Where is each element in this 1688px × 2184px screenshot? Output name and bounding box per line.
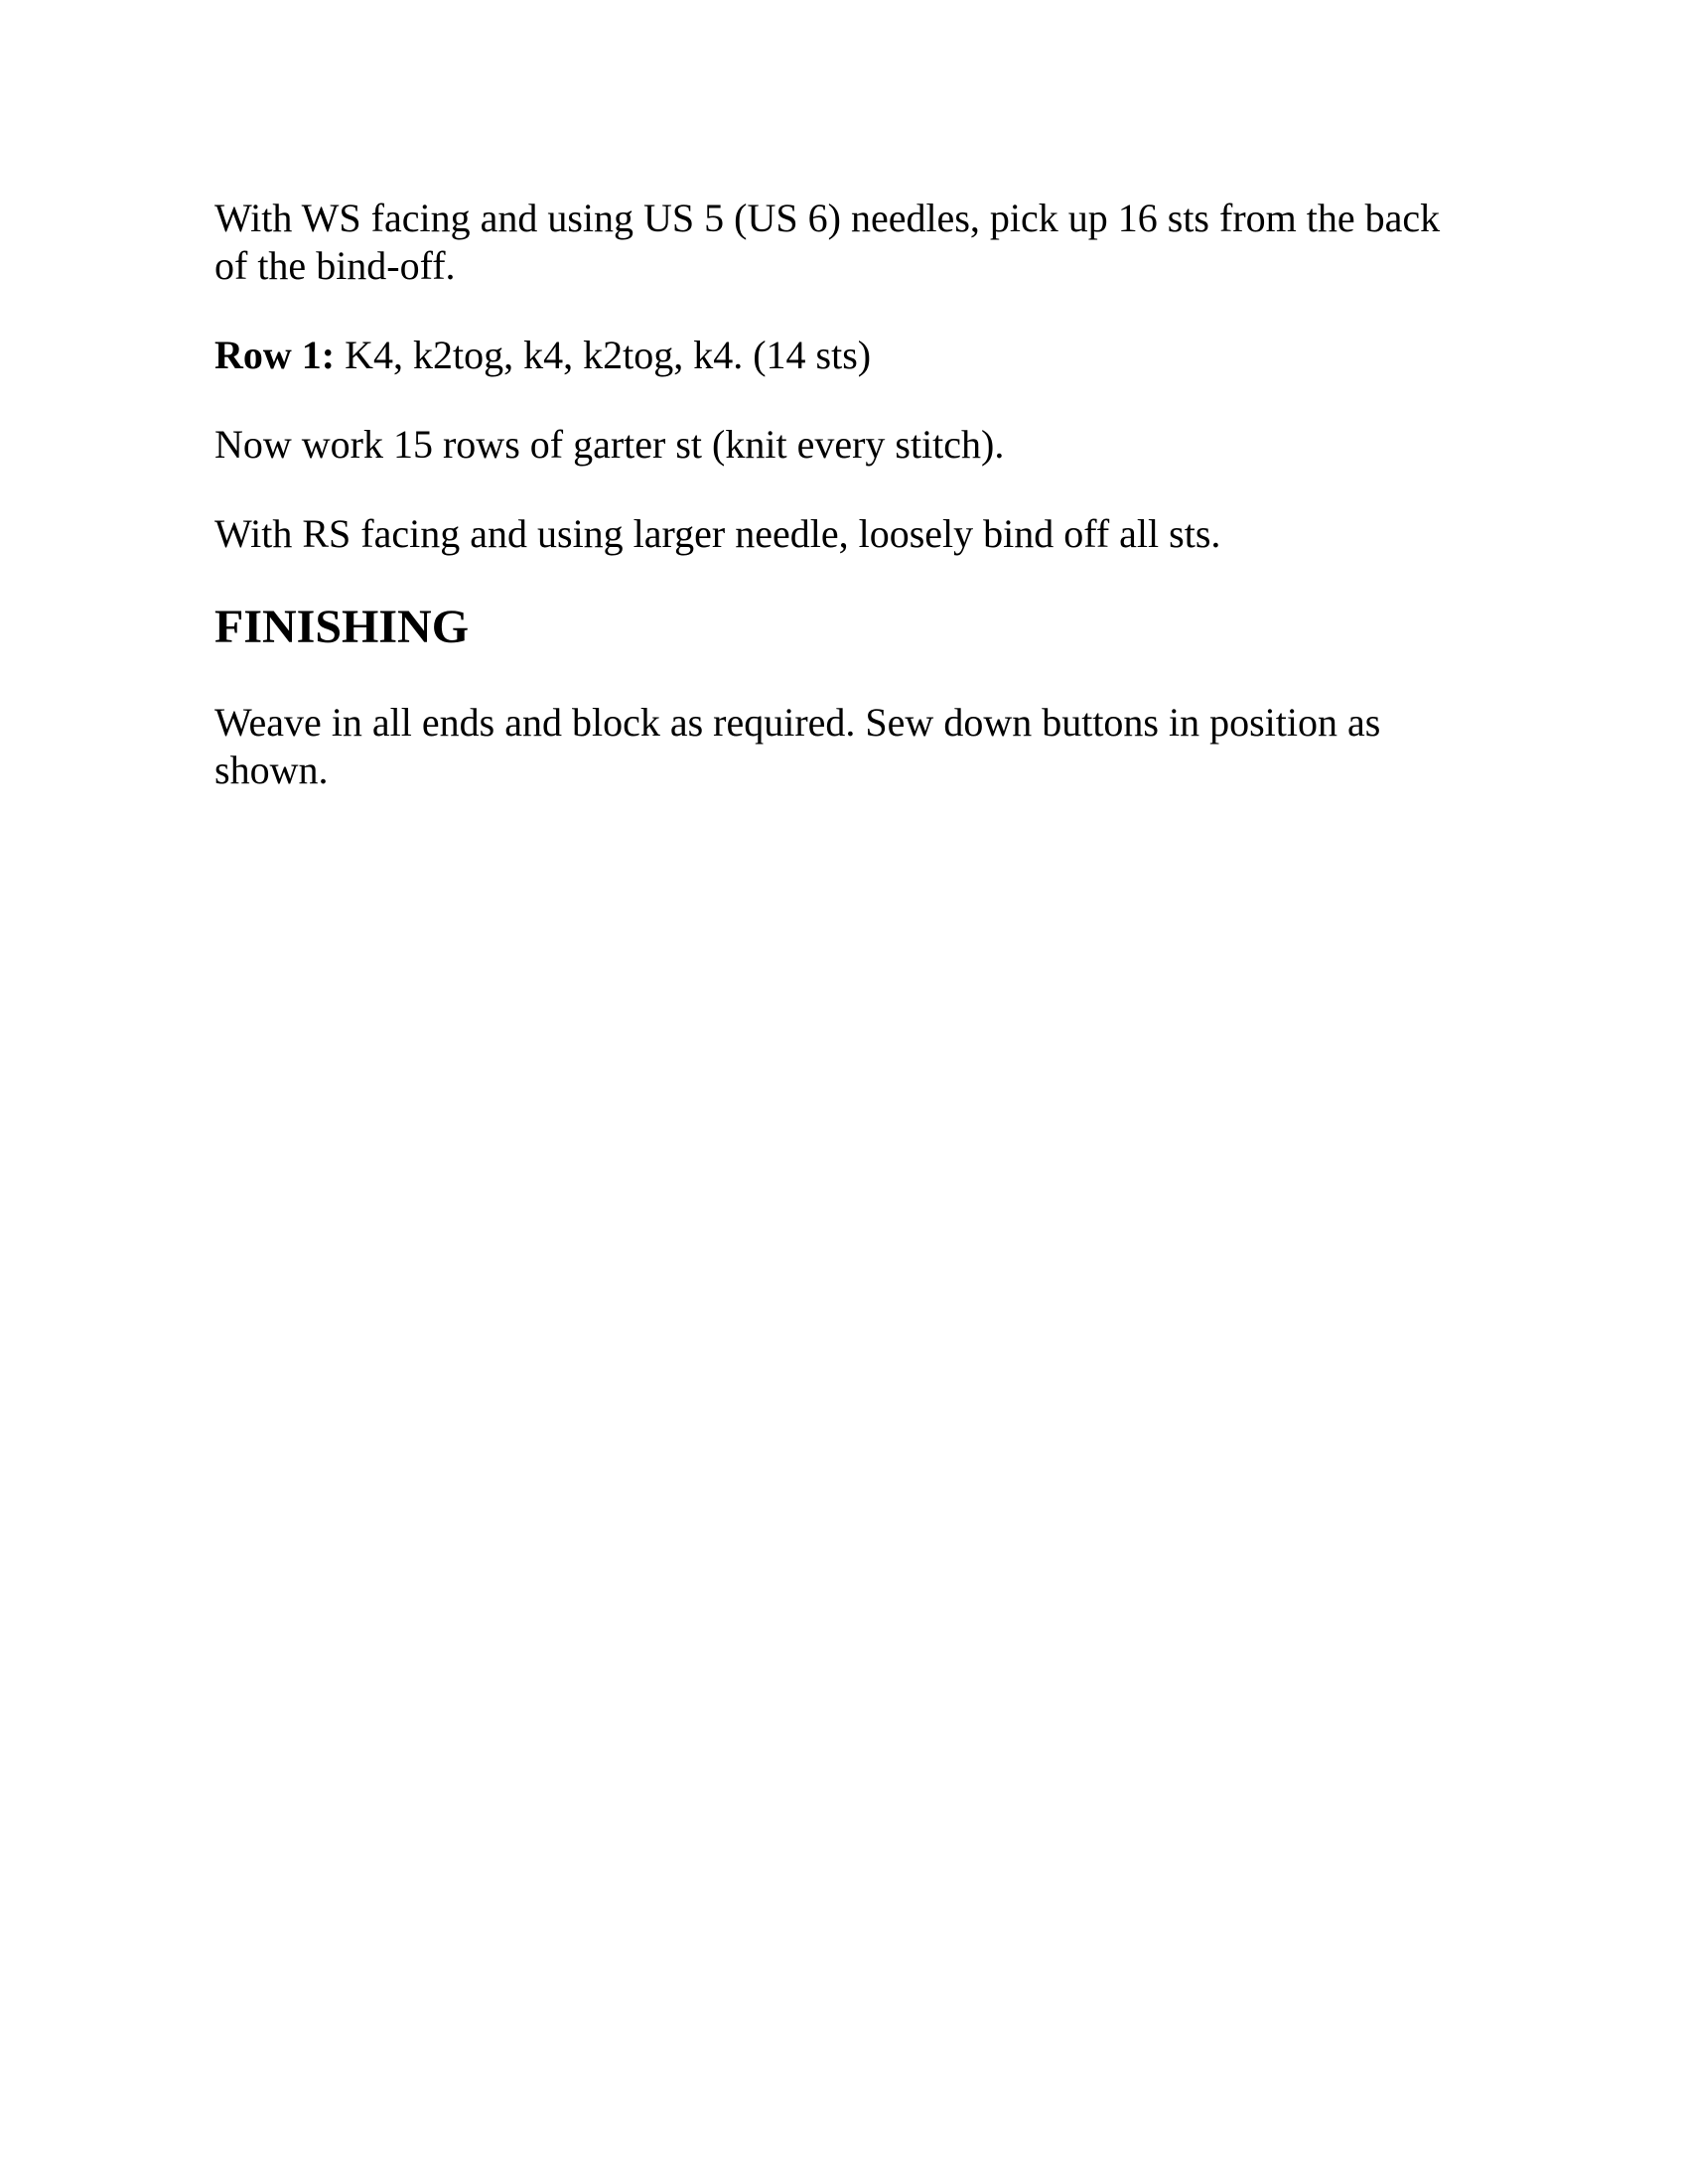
- row-1-instruction: [214, 332, 1476, 379]
- pickup-instruction-paragraph: With WS facing and using US 5 (US 6) needles, pick up 16 sts from the back of the bind-off.: [214, 196, 1441, 288]
- bind-off-paragraph: With RS facing and using larger needle, loosely bind off all sts.: [214, 511, 1221, 556]
- document-content: [214, 195, 1476, 836]
- row-1-label: Row 1:: [214, 333, 336, 377]
- garter-stitch-paragraph: Now work 15 rows of garter st (knit every stitch).: [214, 422, 1005, 467]
- row-1-text: K4, k2tog, k4, k2tog, k4. (14 sts): [335, 333, 872, 377]
- finishing-heading: FINISHING: [214, 601, 470, 653]
- finishing-paragraph: Weave in all ends and block as required. Sew down buttons in position as shown.: [214, 700, 1381, 792]
